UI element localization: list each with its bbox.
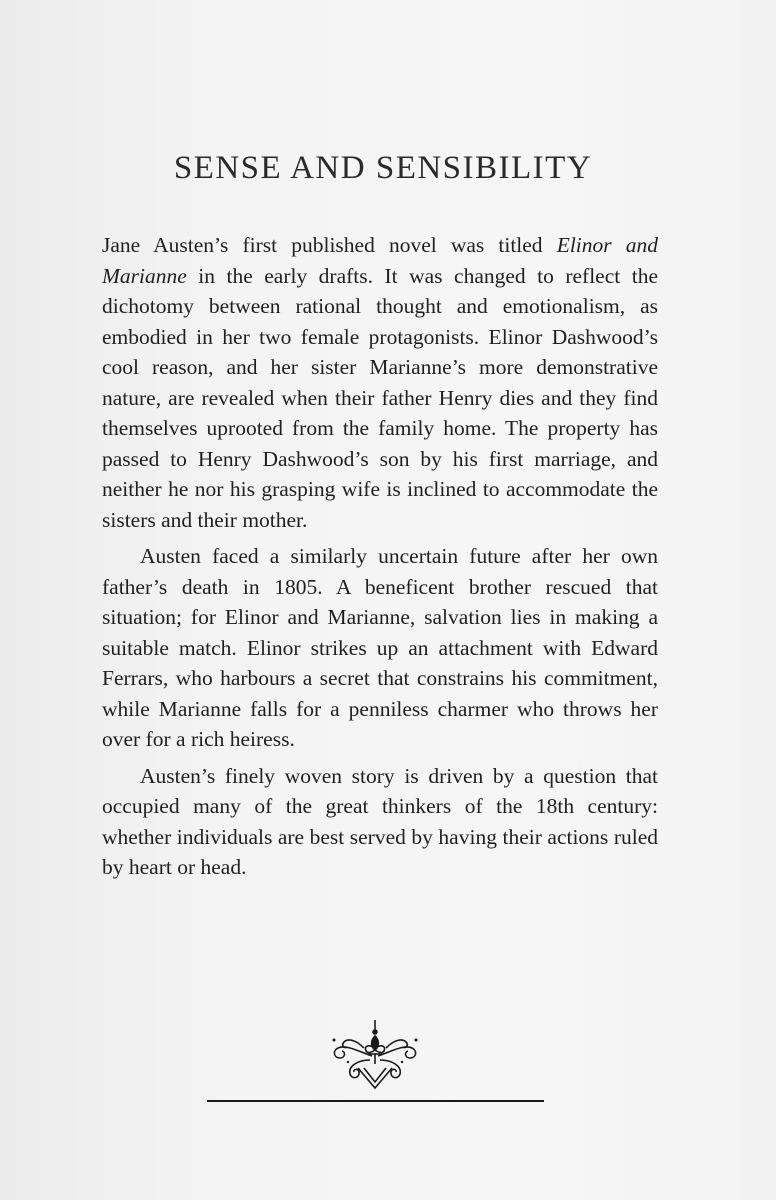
italic-title-part-1: Elinor and xyxy=(556,233,658,257)
paragraph-3: Austen’s finely woven story is driven by a question that occupied many of the great thinkers of the 18th century: whether individuals are best served by having their actions ruled by heart or head. xyxy=(102,763,658,879)
paragraph-1 xyxy=(102,230,658,535)
page-title: SENSE AND SENSIBILITY xyxy=(173,150,593,186)
paragraph-2: Austen faced a similarly uncertain future after her own father’s death in 1805. A beneficent brother rescued that situation; for Elinor and Marianne, salvation lies in making a suitable match. Elinor strikes up an attachment with Edward Ferrars, who harbours a secret that constrains his commitment, while Marianne falls for a penniless charmer who throws her over for a rich heiress. xyxy=(102,544,658,751)
divider-rule xyxy=(207,1100,544,1102)
paragraph-1-rest: in the early drafts. It was changed to reflect the dichotomy between rational thought and emotionalism, as embodied in her two female protagonists. Elinor Dashwood’s cool reason, and her sister Marianne’s more demonstrative nature, are revealed when their father Henry dies and they find themselves uprooted from the family home. The property has passed to Henry Dashwood’s son by his first marriage, and neither he nor his grasping wife is inclined to accommodate the sisters and their mother. xyxy=(102,263,658,532)
paragraph-1-start: Jane Austen’s first published novel was titled xyxy=(102,233,557,257)
italic-title-part-2: Marianne xyxy=(102,263,187,288)
body-text xyxy=(102,230,658,889)
fleuron-ornament-icon xyxy=(328,1018,422,1090)
